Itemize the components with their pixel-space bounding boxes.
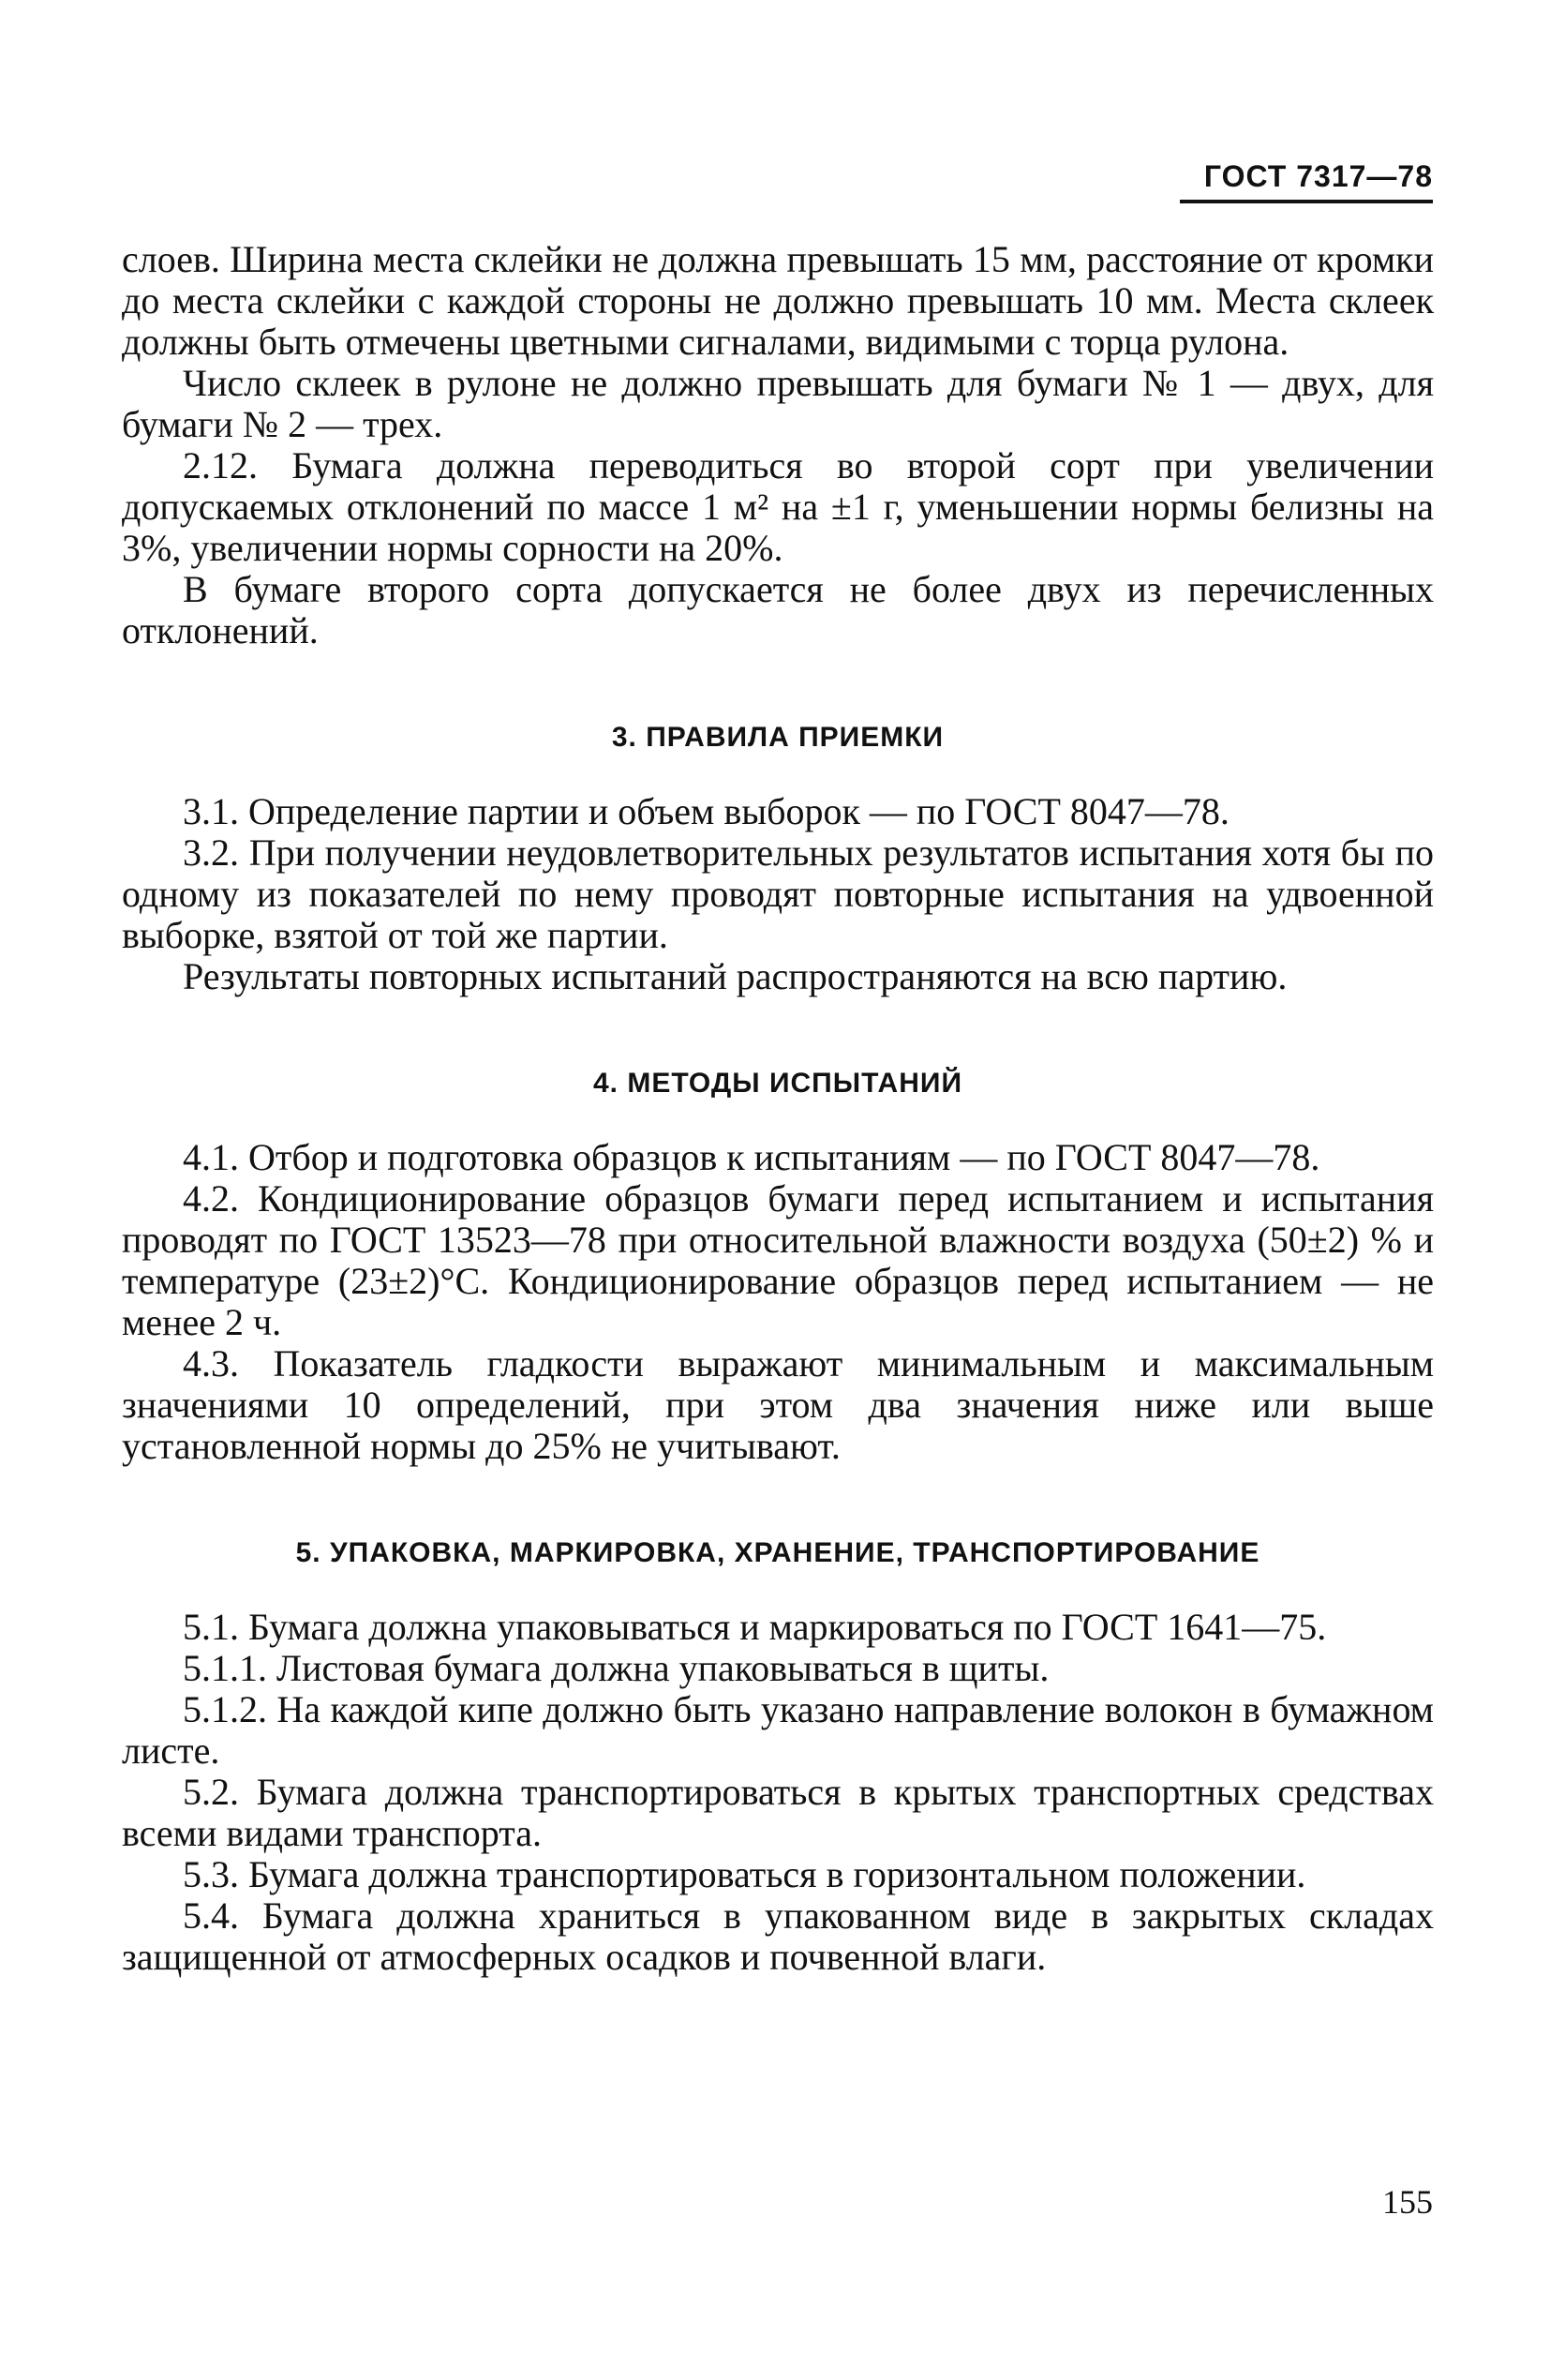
paragraph-5-4: 5.4. Бумага должна храниться в упакованном виде в закрытых складах защищенной от атмосферных осадков и почвенной влаги. [122, 1894, 1434, 1978]
paragraph-2-12: 2.12. Бумага должна переводиться во второй сорт при увеличении допускаемых отклонений по массе 1 м² на ±1 г, уменьшении нормы белизны на 3%, увеличении нормы сорности на 20%. [122, 444, 1434, 569]
paragraph-4-1: 4.1. Отбор и подготовка образцов к испытаниям — по ГОСТ 8047—78. [183, 1136, 1320, 1178]
paragraph-4-2: 4.2. Кондиционирование образцов бумаги перед испытанием и испытания проводят по ГОСТ 13523—78 при относительной влажности воздуха (50±2) % и температуре (23±2)°С. Кондиционирование образцов перед испытанием — не менее 2 ч. [122, 1177, 1434, 1343]
section-4-title: 4. МЕТОДЫ ИСПЫТАНИЙ [593, 1068, 962, 1099]
page-header [1180, 159, 1433, 203]
paragraph-5-2: 5.2. Бумага должна транспортироваться в крытых транспортных средствах всеми видами транспорта. [122, 1771, 1434, 1854]
paragraph-3-2: 3.2. При получении неудовлетворительных результатов испытания хотя бы по одному из показателей по нему проводят повторные испытания на удвоенной выборке, взятой от той же партии. [122, 831, 1434, 956]
section-3-title: 3. ПРАВИЛА ПРИЕМКИ [611, 722, 945, 753]
paragraph-splice-limits: Число склеек в рулоне не должно превышать для бумаги № 1 — двух, для бумаги № 2 — трех. [122, 362, 1434, 445]
paragraph-4-3: 4.3. Показатель гладкости выражают минимальным и максимальным значениями 10 определений, при этом два значения ниже или выше установленной нормы до 25% не учитывают. [122, 1342, 1434, 1467]
paragraph-5-1: 5.1. Бумага должна упаковываться и маркироваться по ГОСТ 1641—75. [183, 1606, 1327, 1648]
paragraph-3-results: Результаты повторных испытаний распространяются на всю партию. [183, 955, 1288, 997]
paragraph-5-1-1: 5.1.1. Листовая бумага должна упаковываться в щиты. [183, 1647, 1050, 1689]
document-body [122, 239, 1434, 1978]
paragraph-5-3: 5.3. Бумага должна транспортироваться в горизонтальном положении. [183, 1853, 1306, 1895]
paragraph-5-1-2: 5.1.2. На каждой кипе должно быть указано направление волокон в бумажном листе. [122, 1688, 1434, 1772]
paragraph-3-1: 3.1. Определение партии и объем выборок — по ГОСТ 8047—78. [183, 790, 1230, 832]
page-number: 155 [1382, 2183, 1433, 2221]
paragraph-second-grade: В бумаге второго сорта допускается не более двух из перечисленных отклонений. [122, 568, 1434, 651]
paragraph-continued-text: слоев. Ширина места склейки не должна превышать 15 мм, расстояние от кромки до места склейки с каждой стороны не должно превышать 10 мм. Места склеек должны быть отмечены цветными сигналами, видимыми с торца рулона. [122, 238, 1434, 363]
header-rule [1180, 200, 1433, 203]
section-5-title: 5. УПАКОВКА, МАРКИРОВКА, ХРАНЕНИЕ, ТРАНСПОРТИРОВАНИЕ [295, 1537, 1260, 1568]
standard-title: ГОСТ 7317—78 [1203, 159, 1433, 193]
